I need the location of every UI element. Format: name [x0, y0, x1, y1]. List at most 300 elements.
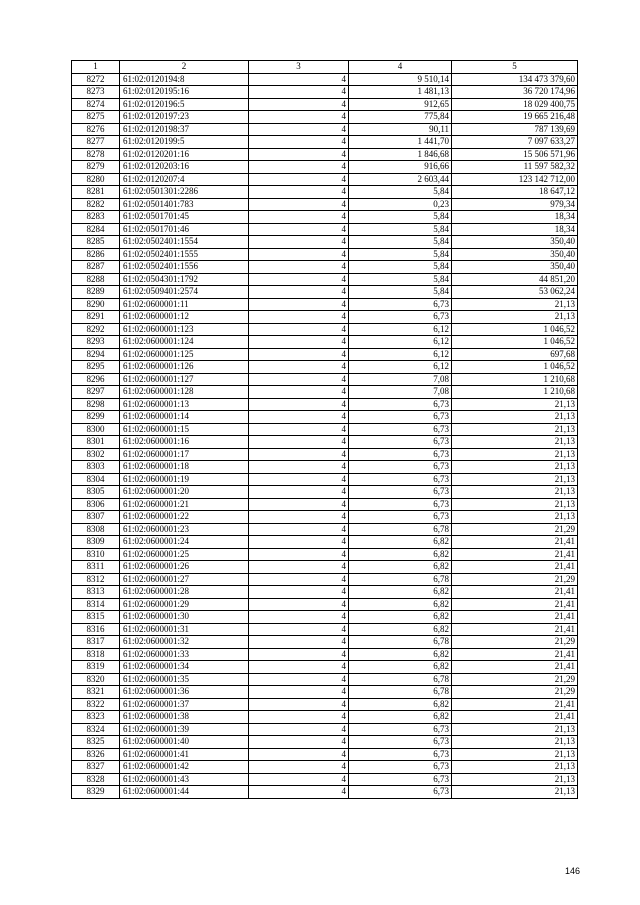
row-number-cell: 8273 [72, 86, 120, 99]
row-number-cell: 8281 [72, 186, 120, 199]
area-cell: 6,73 [349, 773, 452, 786]
row-number-cell: 8329 [72, 786, 120, 799]
row-number-cell: 8310 [72, 548, 120, 561]
cadastral-number-cell: 61:02:0600001:30 [120, 611, 249, 624]
area-cell: 5,84 [349, 273, 452, 286]
cadastral-number-cell: 61:02:0120199:5 [120, 136, 249, 149]
area-cell: 9 510,14 [349, 73, 452, 86]
table-row [72, 323, 578, 336]
row-number-cell: 8286 [72, 248, 120, 261]
row-number-cell: 8295 [72, 361, 120, 374]
category-cell: 4 [249, 473, 349, 486]
table-row [72, 636, 578, 649]
value-cell: 21,13 [452, 498, 578, 511]
area-cell: 916,66 [349, 161, 452, 174]
table-row [72, 211, 578, 224]
table-row [72, 611, 578, 624]
cadastral-number-cell: 61:02:0600001:44 [120, 786, 249, 799]
row-number-cell: 8293 [72, 336, 120, 349]
value-cell: 21,29 [452, 573, 578, 586]
value-cell: 21,13 [452, 436, 578, 449]
category-cell: 4 [249, 586, 349, 599]
row-number-cell: 8321 [72, 686, 120, 699]
table-row [72, 523, 578, 536]
row-number-cell: 8290 [72, 298, 120, 311]
category-cell: 4 [249, 298, 349, 311]
value-cell: 21,13 [452, 723, 578, 736]
table-row [72, 411, 578, 424]
cadastral-number-cell: 61:02:0502401:1556 [120, 261, 249, 274]
category-cell: 4 [249, 686, 349, 699]
cadastral-number-cell: 61:02:0600001:28 [120, 586, 249, 599]
category-cell: 4 [249, 248, 349, 261]
area-cell: 6,73 [349, 786, 452, 799]
category-cell: 4 [249, 336, 349, 349]
row-number-cell: 8316 [72, 623, 120, 636]
cadastral-number-cell: 61:02:0120198:37 [120, 123, 249, 136]
table-row [72, 386, 578, 399]
value-cell: 19 665 216,48 [452, 111, 578, 124]
row-number-cell: 8291 [72, 311, 120, 324]
cadastral-number-cell: 61:02:0600001:40 [120, 736, 249, 749]
row-number-cell: 8313 [72, 586, 120, 599]
value-cell: 21,41 [452, 711, 578, 724]
area-cell: 1 441,70 [349, 136, 452, 149]
category-cell: 4 [249, 723, 349, 736]
value-cell: 1 046,52 [452, 336, 578, 349]
column-number-header-row [72, 61, 578, 74]
area-cell: 90,11 [349, 123, 452, 136]
category-cell: 4 [249, 198, 349, 211]
category-cell: 4 [249, 761, 349, 774]
column-header-2: 2 [120, 61, 249, 74]
row-number-cell: 8303 [72, 461, 120, 474]
cadastral-number-cell: 61:02:0600001:26 [120, 561, 249, 574]
row-number-cell: 8289 [72, 286, 120, 299]
column-header-5: 5 [452, 61, 578, 74]
cadastral-number-cell: 61:02:0600001:12 [120, 311, 249, 324]
row-number-cell: 8280 [72, 173, 120, 186]
table-row [72, 573, 578, 586]
row-number-cell: 8300 [72, 423, 120, 436]
cadastral-number-cell: 61:02:0600001:124 [120, 336, 249, 349]
cadastral-number-cell: 61:02:0600001:34 [120, 661, 249, 674]
area-cell: 6,12 [349, 348, 452, 361]
value-cell: 21,13 [452, 748, 578, 761]
table-row [72, 73, 578, 86]
category-cell: 4 [249, 498, 349, 511]
cadastral-number-cell: 61:02:0600001:29 [120, 598, 249, 611]
value-cell: 787 139,69 [452, 123, 578, 136]
area-cell: 6,82 [349, 711, 452, 724]
area-cell: 6,12 [349, 361, 452, 374]
cadastral-number-cell: 61:02:0501301:2286 [120, 186, 249, 199]
value-cell: 21,41 [452, 548, 578, 561]
category-cell: 4 [249, 161, 349, 174]
area-cell: 6,82 [349, 548, 452, 561]
area-cell: 7,08 [349, 373, 452, 386]
row-number-cell: 8294 [72, 348, 120, 361]
area-cell: 6,82 [349, 561, 452, 574]
category-cell: 4 [249, 711, 349, 724]
category-cell: 4 [249, 236, 349, 249]
area-cell: 6,73 [349, 411, 452, 424]
row-number-cell: 8287 [72, 261, 120, 274]
table-row [72, 773, 578, 786]
area-cell: 6,78 [349, 573, 452, 586]
row-number-cell: 8328 [72, 773, 120, 786]
area-cell: 6,82 [349, 648, 452, 661]
row-number-cell: 8288 [72, 273, 120, 286]
area-cell: 775,84 [349, 111, 452, 124]
cadastral-number-cell: 61:02:0600001:16 [120, 436, 249, 449]
cadastral-number-cell: 61:02:0600001:37 [120, 698, 249, 711]
table-row [72, 348, 578, 361]
table-row [72, 736, 578, 749]
table-row [72, 586, 578, 599]
category-cell: 4 [249, 561, 349, 574]
value-cell: 21,13 [452, 448, 578, 461]
value-cell: 21,13 [452, 736, 578, 749]
category-cell: 4 [249, 286, 349, 299]
area-cell: 912,65 [349, 98, 452, 111]
area-cell: 6,82 [349, 598, 452, 611]
value-cell: 697,68 [452, 348, 578, 361]
row-number-cell: 8324 [72, 723, 120, 736]
cadastral-number-cell: 61:02:0600001:126 [120, 361, 249, 374]
row-number-cell: 8296 [72, 373, 120, 386]
cadastral-number-cell: 61:02:0600001:23 [120, 523, 249, 536]
category-cell: 4 [249, 273, 349, 286]
value-cell: 1 046,52 [452, 323, 578, 336]
table-row [72, 761, 578, 774]
value-cell: 350,40 [452, 261, 578, 274]
category-cell: 4 [249, 748, 349, 761]
table-row [72, 136, 578, 149]
row-number-cell: 8314 [72, 598, 120, 611]
area-cell: 6,73 [349, 511, 452, 524]
area-cell: 6,82 [349, 536, 452, 549]
table-row [72, 123, 578, 136]
area-cell: 5,84 [349, 286, 452, 299]
cadastral-number-cell: 61:02:0600001:125 [120, 348, 249, 361]
area-cell: 5,84 [349, 236, 452, 249]
table-row [72, 336, 578, 349]
table-row [72, 198, 578, 211]
value-cell: 44 851,20 [452, 273, 578, 286]
area-cell: 6,82 [349, 698, 452, 711]
row-number-cell: 8276 [72, 123, 120, 136]
row-number-cell: 8309 [72, 536, 120, 549]
table-row [72, 448, 578, 461]
value-cell: 21,41 [452, 611, 578, 624]
row-number-cell: 8284 [72, 223, 120, 236]
row-number-cell: 8301 [72, 436, 120, 449]
category-cell: 4 [249, 111, 349, 124]
area-cell: 6,82 [349, 586, 452, 599]
category-cell: 4 [249, 536, 349, 549]
cadastral-number-cell: 61:02:0600001:128 [120, 386, 249, 399]
area-cell: 6,73 [349, 723, 452, 736]
row-number-cell: 8305 [72, 486, 120, 499]
area-cell: 5,84 [349, 223, 452, 236]
row-number-cell: 8283 [72, 211, 120, 224]
table-body [72, 73, 578, 798]
area-cell: 5,84 [349, 211, 452, 224]
table-row [72, 623, 578, 636]
value-cell: 979,34 [452, 198, 578, 211]
row-number-cell: 8298 [72, 398, 120, 411]
row-number-cell: 8306 [72, 498, 120, 511]
area-cell: 6,73 [349, 473, 452, 486]
table-row [72, 686, 578, 699]
value-cell: 21,13 [452, 473, 578, 486]
table-row [72, 673, 578, 686]
value-cell: 53 062,24 [452, 286, 578, 299]
area-cell: 6,73 [349, 748, 452, 761]
table-row [72, 398, 578, 411]
table-row [72, 698, 578, 711]
row-number-cell: 8299 [72, 411, 120, 424]
cadastral-number-cell: 61:02:0501701:45 [120, 211, 249, 224]
value-cell: 21,41 [452, 536, 578, 549]
row-number-cell: 8317 [72, 636, 120, 649]
category-cell: 4 [249, 211, 349, 224]
table-row [72, 498, 578, 511]
cadastral-number-cell: 61:02:0501401:783 [120, 198, 249, 211]
cadastral-number-cell: 61:02:0600001:17 [120, 448, 249, 461]
cadastral-number-cell: 61:02:0600001:43 [120, 773, 249, 786]
category-cell: 4 [249, 423, 349, 436]
value-cell: 1 210,68 [452, 373, 578, 386]
cadastral-number-cell: 61:02:0600001:25 [120, 548, 249, 561]
table-row [72, 486, 578, 499]
category-cell: 4 [249, 136, 349, 149]
value-cell: 21,13 [452, 411, 578, 424]
value-cell: 21,41 [452, 598, 578, 611]
row-number-cell: 8312 [72, 573, 120, 586]
category-cell: 4 [249, 398, 349, 411]
cadastral-number-cell: 61:02:0600001:22 [120, 511, 249, 524]
cadastral-number-cell: 61:02:0600001:18 [120, 461, 249, 474]
category-cell: 4 [249, 548, 349, 561]
table-row [72, 661, 578, 674]
category-cell: 4 [249, 311, 349, 324]
row-number-cell: 8318 [72, 648, 120, 661]
table-row [72, 473, 578, 486]
cadastral-number-cell: 61:02:0600001:123 [120, 323, 249, 336]
area-cell: 6,12 [349, 323, 452, 336]
category-cell: 4 [249, 361, 349, 374]
table-row [72, 711, 578, 724]
cadastral-number-cell: 61:02:0600001:19 [120, 473, 249, 486]
column-header-3: 3 [249, 61, 349, 74]
value-cell: 21,13 [452, 298, 578, 311]
area-cell: 6,78 [349, 673, 452, 686]
value-cell: 21,41 [452, 623, 578, 636]
page-number: 146 [565, 866, 581, 876]
row-number-cell: 8272 [72, 73, 120, 86]
value-cell: 21,13 [452, 461, 578, 474]
area-cell: 1 846,68 [349, 148, 452, 161]
category-cell: 4 [249, 436, 349, 449]
cadastral-number-cell: 61:02:0501701:46 [120, 223, 249, 236]
table-row [72, 98, 578, 111]
table-row [72, 148, 578, 161]
value-cell: 134 473 379,60 [452, 73, 578, 86]
table-row [72, 598, 578, 611]
category-cell: 4 [249, 173, 349, 186]
cadastral-number-cell: 61:02:0600001:11 [120, 298, 249, 311]
category-cell: 4 [249, 323, 349, 336]
row-number-cell: 8302 [72, 448, 120, 461]
value-cell: 21,13 [452, 311, 578, 324]
table-row [72, 311, 578, 324]
value-cell: 21,29 [452, 523, 578, 536]
area-cell: 6,73 [349, 736, 452, 749]
category-cell: 4 [249, 673, 349, 686]
cadastral-number-cell: 61:02:0120194:8 [120, 73, 249, 86]
table-row [72, 111, 578, 124]
area-cell: 6,82 [349, 661, 452, 674]
cadastral-number-cell: 61:02:0120195:16 [120, 86, 249, 99]
row-number-cell: 8320 [72, 673, 120, 686]
row-number-cell: 8277 [72, 136, 120, 149]
value-cell: 21,13 [452, 786, 578, 799]
area-cell: 6,78 [349, 523, 452, 536]
category-cell: 4 [249, 86, 349, 99]
value-cell: 15 506 571,96 [452, 148, 578, 161]
cadastral-number-cell: 61:02:0600001:32 [120, 636, 249, 649]
area-cell: 6,78 [349, 636, 452, 649]
category-cell: 4 [249, 486, 349, 499]
category-cell: 4 [249, 186, 349, 199]
area-cell: 6,73 [349, 436, 452, 449]
category-cell: 4 [249, 523, 349, 536]
value-cell: 36 720 174,96 [452, 86, 578, 99]
value-cell: 21,13 [452, 486, 578, 499]
value-cell: 21,41 [452, 561, 578, 574]
cadastral-number-cell: 61:02:0120203:16 [120, 161, 249, 174]
category-cell: 4 [249, 261, 349, 274]
column-header-1: 1 [72, 61, 120, 74]
value-cell: 21,13 [452, 761, 578, 774]
cadastral-number-cell: 61:02:0600001:41 [120, 748, 249, 761]
cadastral-number-cell: 61:02:0509401:2574 [120, 286, 249, 299]
row-number-cell: 8278 [72, 148, 120, 161]
table-row [72, 261, 578, 274]
cadastral-number-cell: 61:02:0600001:13 [120, 398, 249, 411]
cadastral-number-cell: 61:02:0120197:23 [120, 111, 249, 124]
cadastral-number-cell: 61:02:0600001:24 [120, 536, 249, 549]
value-cell: 350,40 [452, 248, 578, 261]
row-number-cell: 8326 [72, 748, 120, 761]
value-cell: 11 597 582,32 [452, 161, 578, 174]
cadastral-number-cell: 61:02:0600001:127 [120, 373, 249, 386]
value-cell: 350,40 [452, 236, 578, 249]
area-cell: 5,84 [349, 186, 452, 199]
table-row [72, 223, 578, 236]
cadastral-number-cell: 61:02:0120207:4 [120, 173, 249, 186]
value-cell: 18 647,12 [452, 186, 578, 199]
cadastral-number-cell: 61:02:0600001:31 [120, 623, 249, 636]
cadastral-number-cell: 61:02:0600001:39 [120, 723, 249, 736]
row-number-cell: 8279 [72, 161, 120, 174]
area-cell: 6,73 [349, 448, 452, 461]
row-number-cell: 8292 [72, 323, 120, 336]
category-cell: 4 [249, 611, 349, 624]
category-cell: 4 [249, 223, 349, 236]
column-header-4: 4 [349, 61, 452, 74]
row-number-cell: 8323 [72, 711, 120, 724]
table-row [72, 786, 578, 799]
row-number-cell: 8319 [72, 661, 120, 674]
table-row [72, 511, 578, 524]
cadastral-number-cell: 61:02:0600001:35 [120, 673, 249, 686]
category-cell: 4 [249, 573, 349, 586]
value-cell: 123 142 712,00 [452, 173, 578, 186]
table-row [72, 561, 578, 574]
value-cell: 21,41 [452, 648, 578, 661]
category-cell: 4 [249, 623, 349, 636]
cadastral-number-cell: 61:02:0600001:14 [120, 411, 249, 424]
table-row [72, 423, 578, 436]
cadastral-number-cell: 61:02:0600001:33 [120, 648, 249, 661]
row-number-cell: 8282 [72, 198, 120, 211]
value-cell: 18,34 [452, 223, 578, 236]
table-row [72, 723, 578, 736]
table-row [72, 273, 578, 286]
cadastral-value-table [71, 60, 578, 799]
row-number-cell: 8285 [72, 236, 120, 249]
area-cell: 6,73 [349, 298, 452, 311]
area-cell: 6,73 [349, 311, 452, 324]
row-number-cell: 8325 [72, 736, 120, 749]
area-cell: 6,73 [349, 761, 452, 774]
table-row [72, 248, 578, 261]
cadastral-number-cell: 61:02:0600001:21 [120, 498, 249, 511]
category-cell: 4 [249, 598, 349, 611]
area-cell: 6,82 [349, 623, 452, 636]
table-row [72, 461, 578, 474]
table-row [72, 361, 578, 374]
value-cell: 21,29 [452, 636, 578, 649]
area-cell: 6,73 [349, 423, 452, 436]
category-cell: 4 [249, 786, 349, 799]
row-number-cell: 8307 [72, 511, 120, 524]
category-cell: 4 [249, 448, 349, 461]
area-cell: 6,73 [349, 461, 452, 474]
table-row [72, 173, 578, 186]
area-cell: 1 481,13 [349, 86, 452, 99]
cadastral-number-cell: 61:02:0600001:42 [120, 761, 249, 774]
table-row [72, 86, 578, 99]
area-cell: 5,84 [349, 248, 452, 261]
cadastral-number-cell: 61:02:0600001:15 [120, 423, 249, 436]
category-cell: 4 [249, 773, 349, 786]
category-cell: 4 [249, 736, 349, 749]
area-cell: 6,73 [349, 398, 452, 411]
value-cell: 18,34 [452, 211, 578, 224]
row-number-cell: 8274 [72, 98, 120, 111]
table-row [72, 548, 578, 561]
table-row [72, 286, 578, 299]
row-number-cell: 8311 [72, 561, 120, 574]
cadastral-number-cell: 61:02:0600001:27 [120, 573, 249, 586]
value-cell: 21,41 [452, 698, 578, 711]
table-row [72, 648, 578, 661]
value-cell: 21,13 [452, 773, 578, 786]
